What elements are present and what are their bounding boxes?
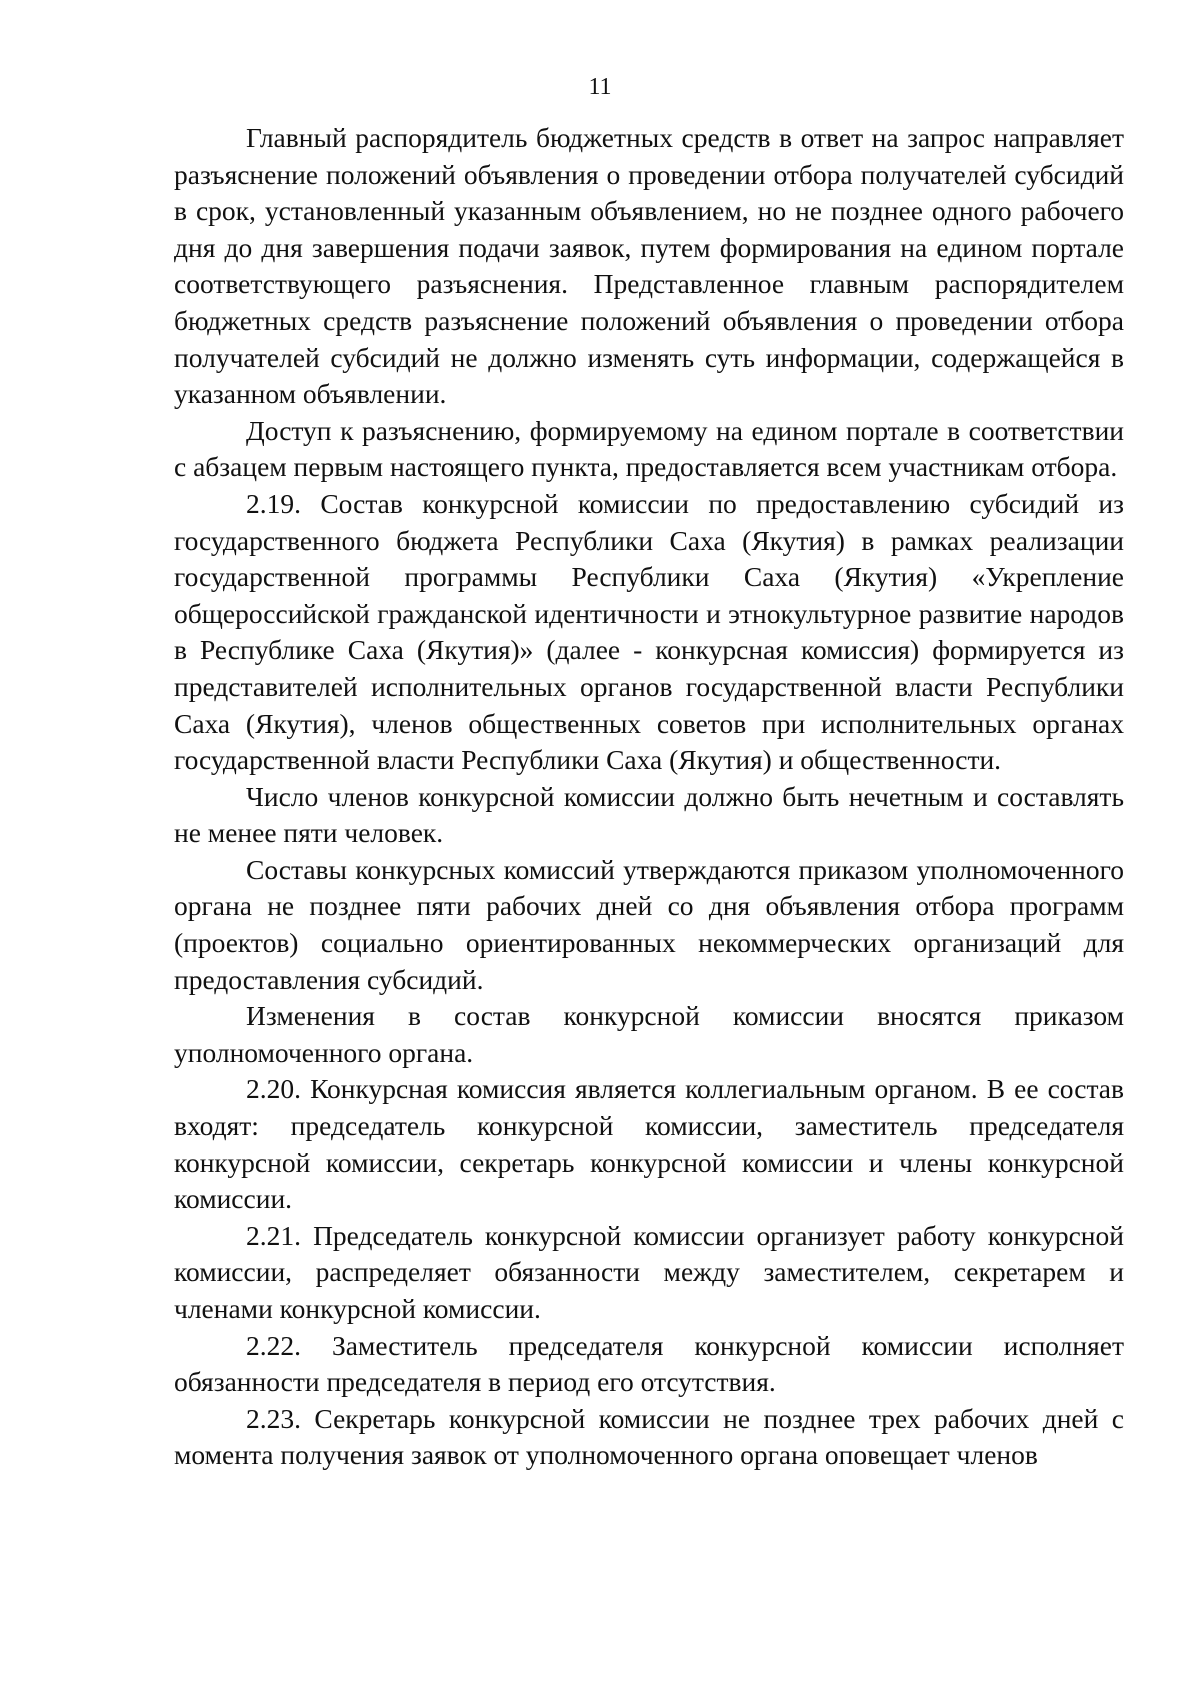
paragraph-commission-changes: Изменения в состав конкурсной комиссии вносятся приказом уполномоченного органа.: [174, 1000, 1124, 1068]
document-body: [174, 120, 1124, 1474]
paragraph-2-21-chairman: 2.21. Председатель конкурсной комиссии организует работу конкурсной комиссии, распределяет обязанности между заместителем, секретарем и членами конкурсной комиссии.: [174, 1219, 1124, 1324]
paragraph-2-19-commission-composition: 2.19. Состав конкурсной комиссии по предоставлению субсидий из государственного бюджета Республики Саха (Якутия) в рамках реализации государственной программы Республики Саха (Якутия) «Укрепление общероссийской гражданской идентичности и этнокультурное развитие народов в Республике Саха (Якутия)» (далее - конкурсная комиссия) формируется из представителей исполнительных органов государственной власти Республики Саха (Якутия), членов общественных советов при исполнительных органах государственной власти Республики Саха (Якутия) и общественности.: [174, 487, 1124, 776]
paragraph-commission-approval: Составы конкурсных комиссий утверждаются приказом уполномоченного органа не позднее пяти рабочих дней со дня объявления отбора программ (проектов) социально ориентированных некоммерческих организаций для предоставления субсидий.: [174, 853, 1124, 995]
page-number: 11: [588, 74, 612, 100]
paragraph-2-23-secretary: 2.23. Секретарь конкурсной комиссии не позднее трех рабочих дней с момента получения заявок от уполномоченного органа оповещает членов: [174, 1402, 1124, 1471]
paragraph-2-22-deputy-chairman: 2.22. Заместитель председателя конкурсной комиссии исполняет обязанности председателя в период его отсутствия.: [174, 1329, 1124, 1398]
paragraph-clarification-access: Доступ к разъяснению, формируемому на едином портале в соответствии с абзацем первым настоящего пункта, предоставляется всем участникам отбора.: [174, 414, 1124, 483]
paragraph-member-count: Число членов конкурсной комиссии должно быть нечетным и составлять не менее пяти человек.: [174, 780, 1124, 849]
paragraph-2-20-collegial-body: 2.20. Конкурсная комиссия является коллегиальным органом. В ее состав входят: председатель конкурсной комиссии, заместитель председателя конкурсной комиссии, секретарь конкурсной комиссии и члены конкурсной комиссии.: [174, 1073, 1124, 1215]
paragraph-clarification-response: Главный распорядитель бюджетных средств в ответ на запрос направляет разъяснение положений объявления о проведении отбора получателей субсидий в срок, установленный указанным объявлением, но не позднее одного рабочего дня до дня завершения подачи заявок, путем формирования на едином портале соответствующего разъяснения. Представленное главным распорядителем бюджетных средств разъяснение положений объявления о проведении отбора получателей субсидий не должно изменять суть информации, содержащейся в указанном объявлении.: [174, 122, 1124, 410]
